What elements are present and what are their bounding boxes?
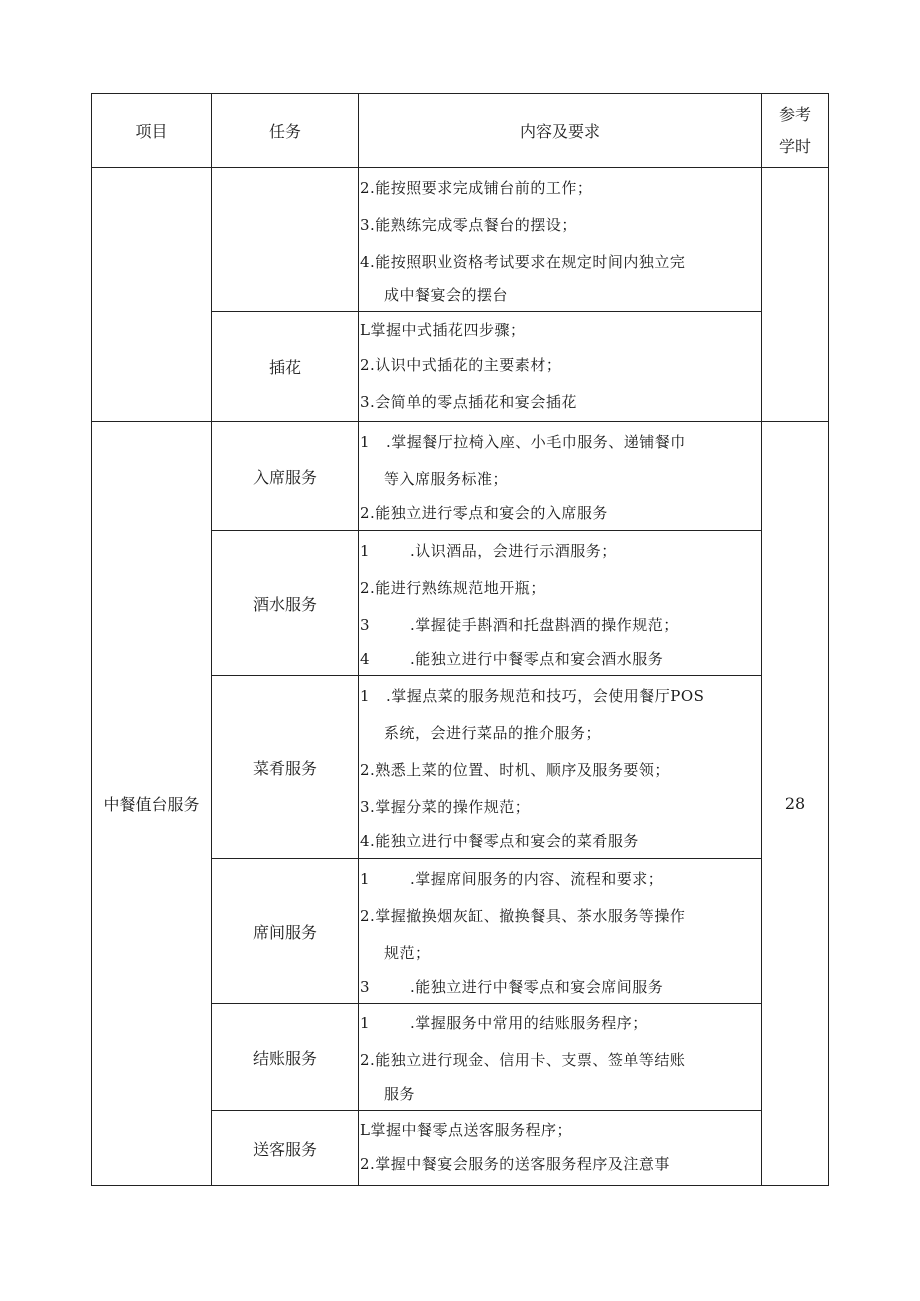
content-line: 4.能按照职业资格考试要求在规定时间内独立完 (360, 253, 686, 271)
task-cell: 席间服务 (212, 859, 359, 1004)
item-text: .掌握餐厅拉椅入座、小毛巾服务、递铺餐巾 (386, 433, 686, 451)
item-text: .能独立进行中餐零点和宴会席间服务 (410, 977, 664, 996)
header-hours-line2: 学时 (778, 136, 811, 156)
content-line (359, 678, 761, 715)
content-cell (359, 312, 762, 422)
item-number: 1 (360, 1014, 371, 1032)
task-cell: 入席服务 (212, 422, 359, 531)
content-line: 2.能独立进行现金、信用卡、支票、签单等结账 (360, 1051, 686, 1069)
task-cell-empty (212, 168, 359, 312)
hours-cell-empty (762, 168, 829, 422)
item-number: 4 (360, 649, 371, 668)
task-cell: 酒水服务 (212, 531, 359, 676)
syllabus-table (91, 93, 829, 1186)
item-text: .掌握服务中常用的结账服务程序； (410, 1014, 648, 1032)
content-line: 2.掌握撤换烟灰缸、撤换餐具、茶水服务等操作 (360, 906, 686, 925)
content-line: 3.会简单的零点插花和宴会插花 (360, 392, 577, 411)
content-line: 成中餐宴会的摆台 (384, 286, 509, 304)
content-line: 系统，会进行菜品的推介服务； (384, 724, 602, 742)
item-text: .掌握徒手斟酒和托盘斟酒的操作规范； (410, 615, 679, 634)
content-line: 2.能进行熟练规范地开瓶； (360, 578, 546, 597)
content-line (359, 861, 761, 898)
item-text: .能独立进行中餐零点和宴会酒水服务 (410, 649, 664, 668)
item-number: 3 (360, 977, 371, 996)
item-number: 1 (360, 541, 371, 560)
header-hours-line1: 参考 (778, 104, 811, 124)
header-task: 任务 (212, 94, 359, 168)
content-line (359, 1005, 761, 1042)
content-cell (359, 1004, 762, 1111)
header-row (92, 94, 829, 168)
content-line: 规范； (384, 943, 431, 962)
task-cell: 结账服务 (212, 1004, 359, 1111)
item-text: .掌握点菜的服务规范和技巧，会使用餐厅POS (386, 687, 705, 705)
item-number: 3 (360, 615, 371, 634)
content-line (359, 644, 761, 674)
content-cell (359, 676, 762, 859)
content-cell (359, 531, 762, 676)
content-line: 2.能独立进行零点和宴会的入席服务 (360, 504, 608, 522)
task-cell: 菜肴服务 (212, 676, 359, 859)
content-line: 3.能熟练完成零点餐台的摆设； (360, 216, 577, 234)
content-line: 2.掌握中餐宴会服务的送客服务程序及注意事 (360, 1155, 670, 1173)
content-line (359, 607, 761, 644)
content-line (359, 972, 761, 1002)
task-cell: 插花 (212, 312, 359, 422)
content-line: 服务 (384, 1085, 416, 1103)
content-line (359, 424, 761, 461)
content-cell (359, 859, 762, 1004)
item-number: 1 (360, 869, 371, 888)
item-number: 1 (360, 687, 371, 705)
content-cell (359, 1111, 762, 1186)
table-row (92, 422, 829, 531)
content-line: 4.能独立进行中餐零点和宴会的菜肴服务 (360, 832, 639, 850)
content-line: 等入席服务标准； (384, 470, 509, 488)
hours-cell: 28 (762, 422, 829, 1186)
table-row (92, 168, 829, 312)
content-line: 2.认识中式插花的主要素材； (360, 355, 562, 374)
project-cell-empty (92, 168, 212, 422)
content-cell (359, 168, 762, 312)
content-line (359, 533, 761, 570)
item-number: 1 (360, 433, 371, 451)
content-cell (359, 422, 762, 531)
project-cell: 中餐值台服务 (92, 422, 212, 1186)
content-line: L掌握中餐零点送客服务程序； (360, 1121, 572, 1139)
content-line: 3.掌握分菜的操作规范； (360, 798, 531, 816)
item-text: .掌握席间服务的内容、流程和要求； (410, 869, 664, 888)
task-cell: 送客服务 (212, 1111, 359, 1186)
header-hours (762, 94, 829, 168)
content-line: L掌握中式插花四步骤； (360, 320, 526, 339)
header-content: 内容及要求 (359, 94, 762, 168)
header-project: 项目 (92, 94, 212, 168)
item-text: .认识酒品，会进行示酒服务； (410, 541, 617, 560)
content-line: 2.能按照要求完成铺台前的工作； (360, 179, 593, 197)
content-line: 2.熟悉上菜的位置、时机、顺序及服务要领； (360, 761, 670, 779)
